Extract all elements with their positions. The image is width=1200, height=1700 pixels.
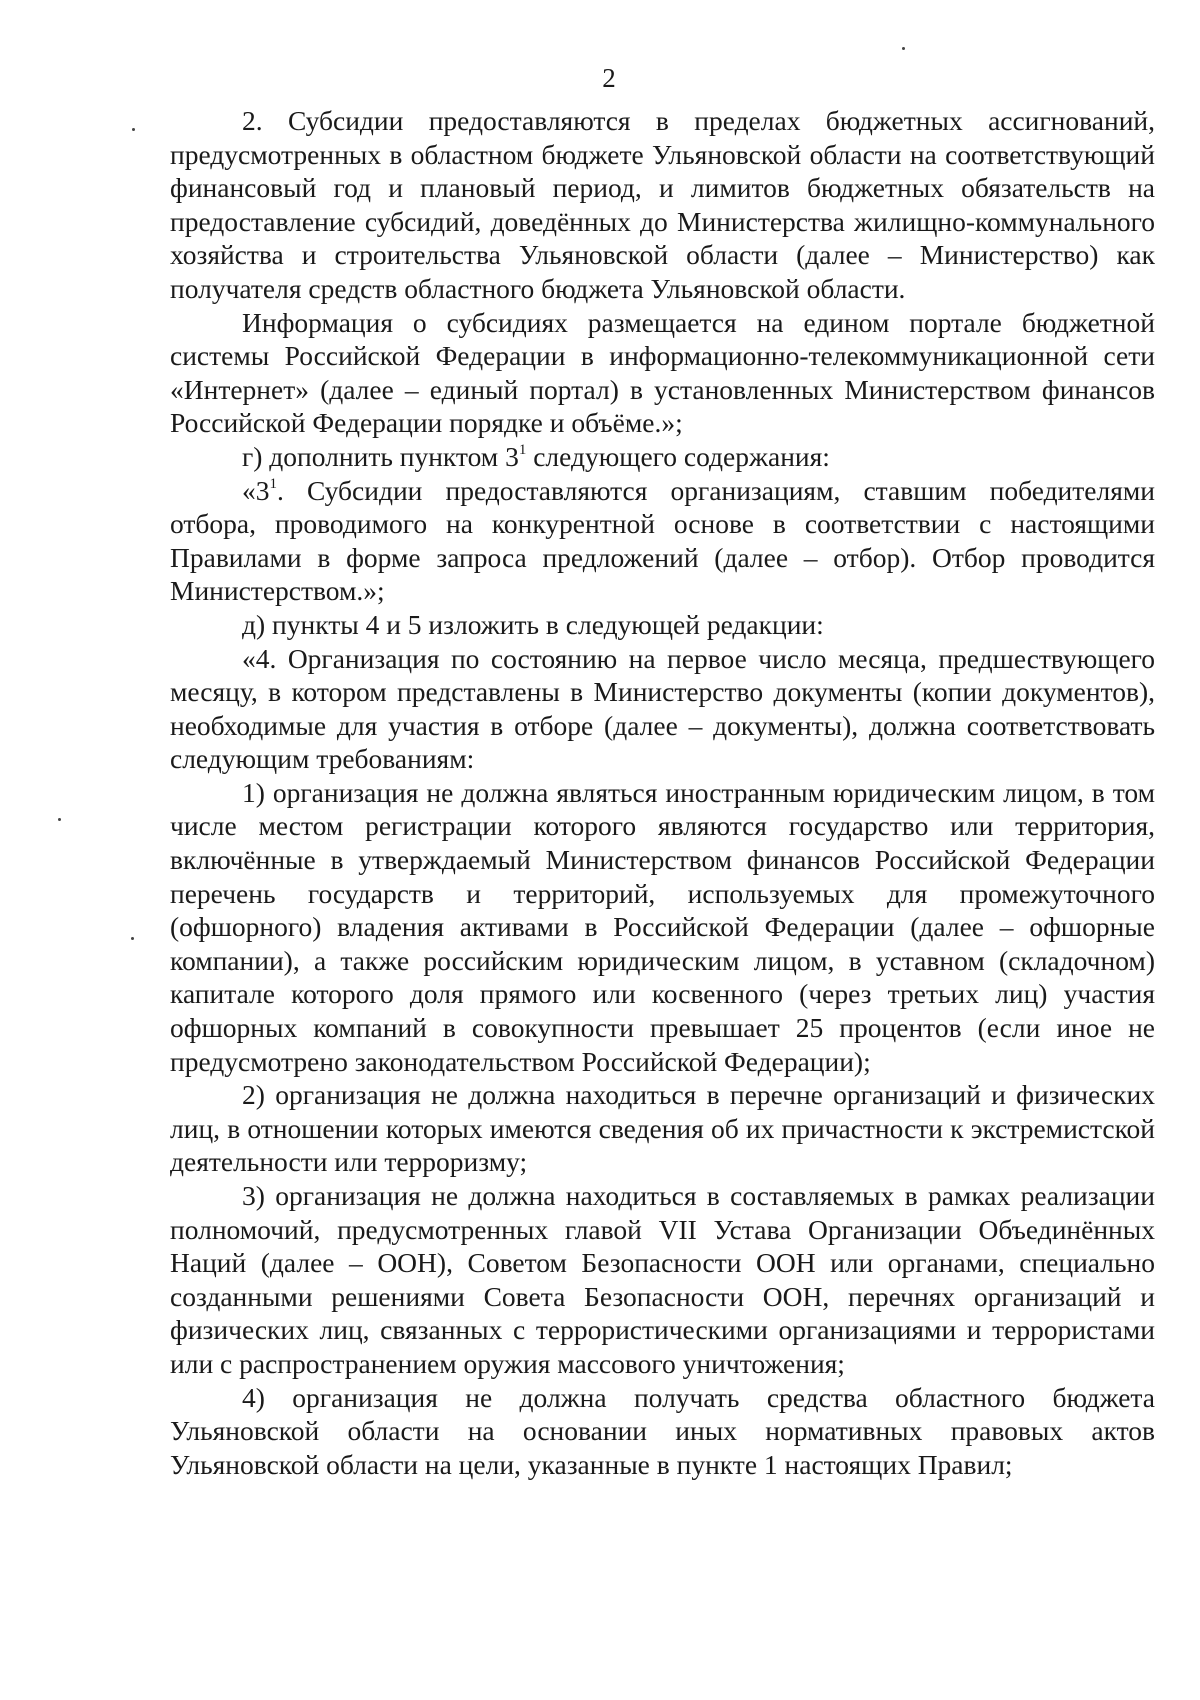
paragraph [170, 776, 1155, 1078]
paragraph-text: 2. Субсидии предоставляются в пределах бюджетных ассигнований, предусмотренных в областном бюджете Ульяновской области на соответствующий финансовый год и плановый период, и лимитов бюджетных обязательств на предоставление субсидий, доведённых до Министерства жилищно-коммунального хозяйства и строительства Ульяновской области (далее – Министерство) как получателя средств областного бюджета Ульяновской области. [170, 105, 1155, 304]
paragraph-text: д) пункты 4 и 5 изложить в следующей редакции: [242, 608, 824, 640]
paragraph-text: . Субсидии предоставляются организациям, ставшим победителями отбора, проводимого на конкурентной основе в соответствии с настоящими Правилами в форме запроса предложений (далее – отбор). Отбор проводится Министерством.»; [170, 474, 1155, 607]
paragraph-text: 2) организация не должна находиться в перечне организаций и физических лиц, в отношении которых имеются сведения об их причастности к экстремистской деятельности или терроризму; [170, 1079, 1155, 1178]
paragraph-text: «3 [242, 474, 270, 506]
page-number: 2 [602, 63, 616, 93]
paragraph [170, 1078, 1155, 1179]
paragraph [170, 440, 1155, 474]
scan-speck [131, 937, 134, 940]
scan-speck [132, 128, 135, 131]
paragraph [170, 608, 1155, 642]
superscript: 1 [518, 441, 527, 458]
paragraph [170, 1381, 1155, 1482]
paragraph [170, 474, 1155, 608]
paragraph-text: следующего содержания: [526, 440, 830, 472]
paragraph-text: «4. Организация по состоянию на первое число месяца, предшествующего месяцу, в котором представлены в Министерство документы (копии документов), необходимые для участия в отборе (далее – документы), должна соответствовать следующим требованиям: [170, 642, 1155, 775]
paragraph [170, 642, 1155, 776]
superscript: 1 [269, 475, 277, 492]
paragraph-text: 1) организация не должна являться иностранным юридическим лицом, в том числе местом регистрации которого являются государство или территория, включённые в утверждаемый Министерством финансов Российской Федерации перечень государств и территорий, используемых для промежуточного (офшорного) владения активами в Российской Федерации (далее – офшорные компании), а также российским юридическим лицом, в уставном (складочном) капитале которого доля прямого или косвенного (через третьих лиц) участия офшорных компаний в совокупности превышает 25 процентов (если иное не предусмотрено законодательством Российской Федерации); [170, 776, 1155, 1077]
paragraph-text: 4) организация не должна получать средства областного бюджета Ульяновской области на основании иных нормативных правовых актов Ульяновской области на цели, указанные в пункте 1 настоящих Правил; [170, 1381, 1155, 1480]
scan-speck [902, 47, 905, 50]
paragraph [170, 306, 1155, 440]
paragraph [170, 104, 1155, 306]
paragraph [170, 1179, 1155, 1381]
document-body [170, 104, 1155, 1481]
paragraph-text: Информация о субсидиях размещается на едином портале бюджетной системы Российской Федерации в информационно-телекоммуникационной сети «Интернет» (далее – единый портал) в установленных Министерством финансов Российской Федерации порядке и объёме.»; [170, 306, 1155, 439]
paragraph-text: г) дополнить пунктом 3 [242, 440, 519, 472]
scan-speck [58, 818, 61, 821]
paragraph-text: 3) организация не должна находиться в составляемых в рамках реализации полномочий, предусмотренных главой VII Устава Организации Объединённых Наций (далее – ООН), Советом Безопасности ООН или органами, специально созданными решениями Совета Безопасности ООН, перечнях организаций и физических лиц, связанных с террористическими организациями и террористами или с распространением оружия массового уничтожения; [170, 1180, 1155, 1379]
